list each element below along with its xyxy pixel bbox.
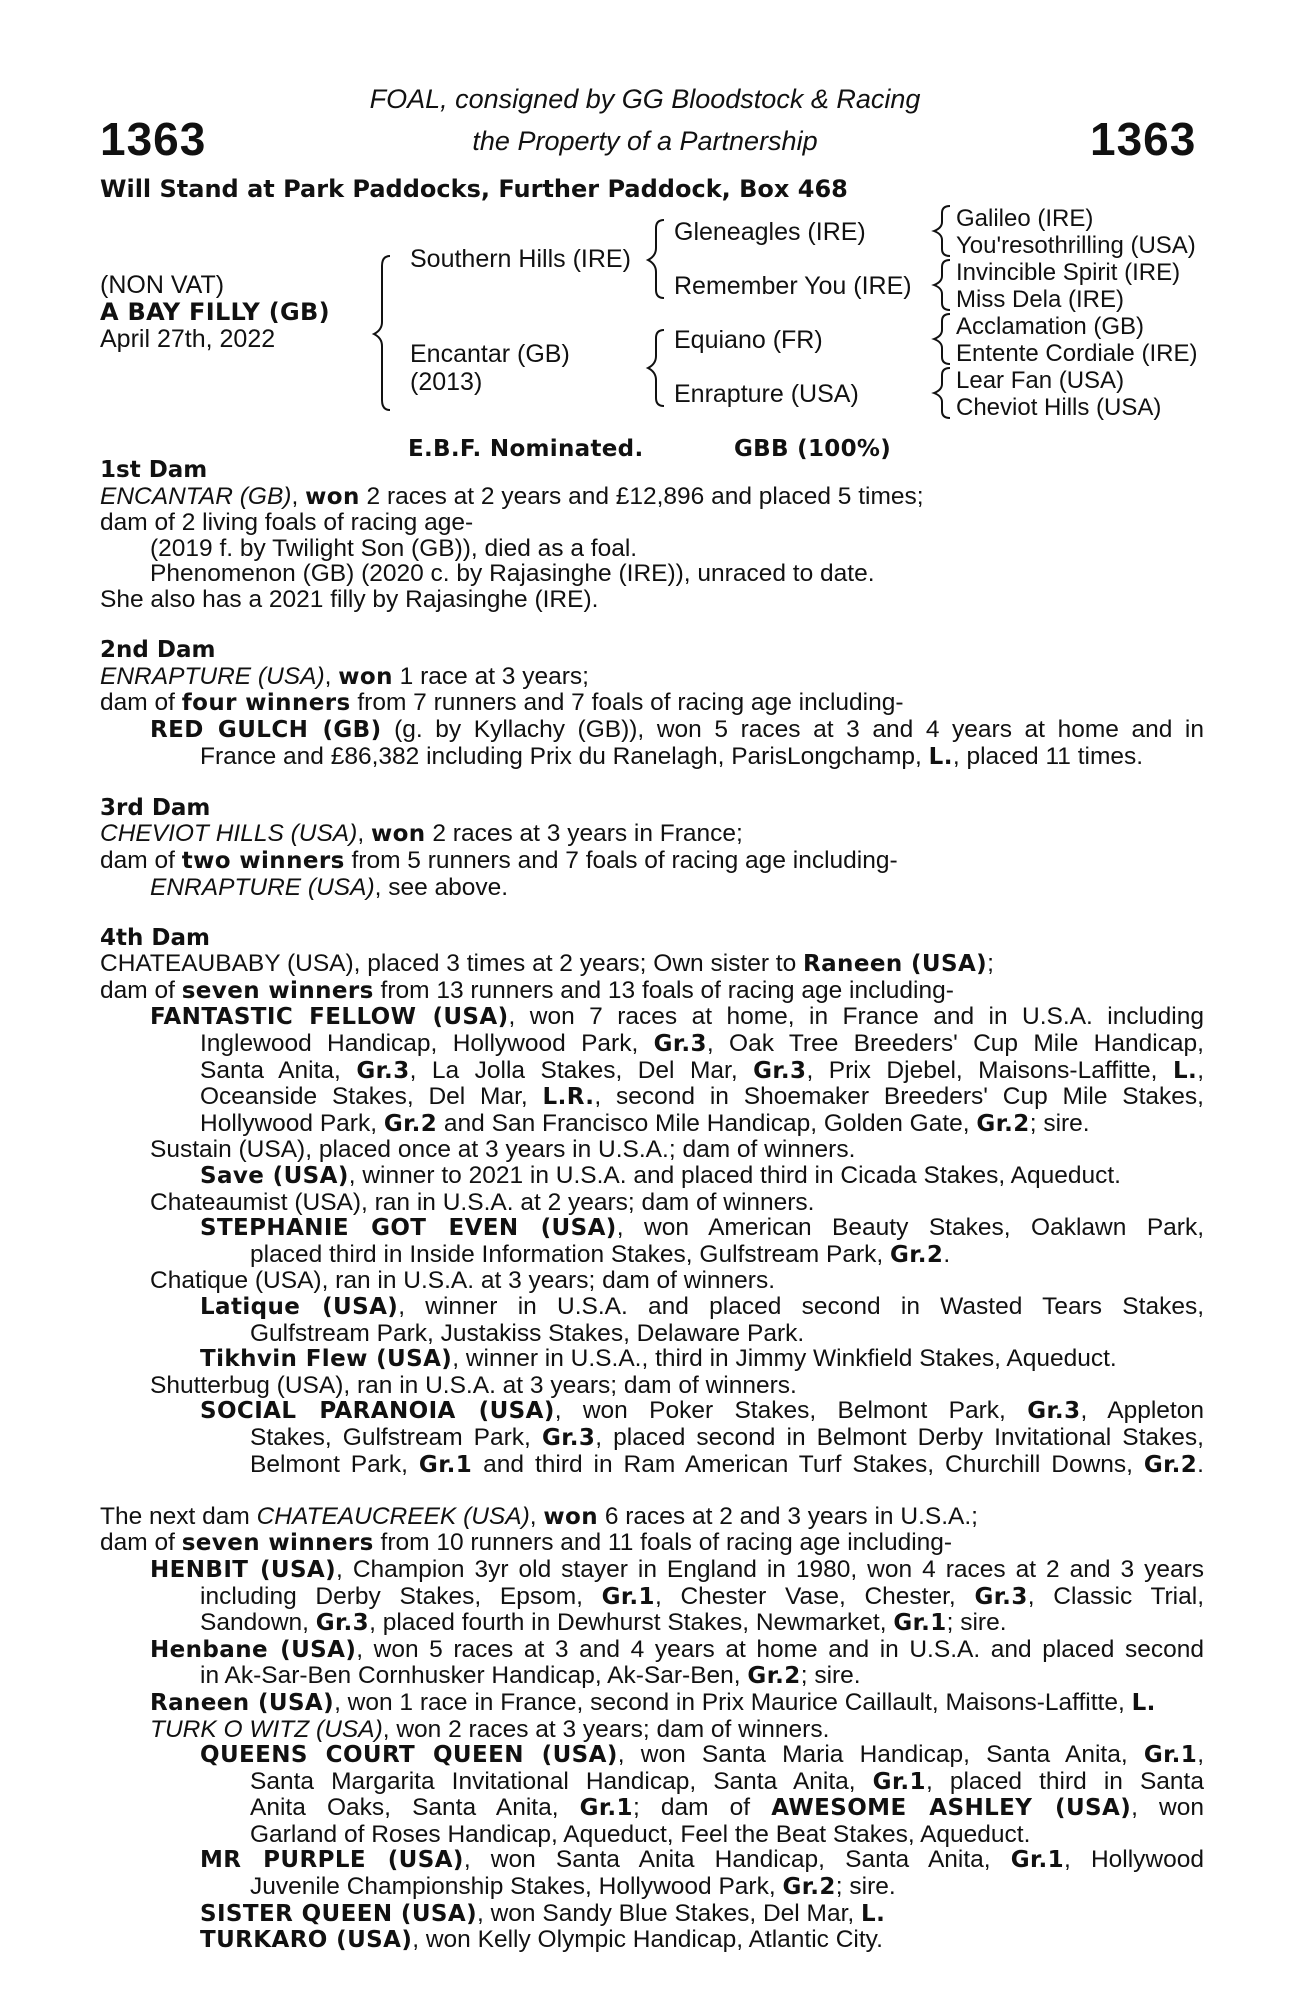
consignor-line-2: the Property of a Partnership <box>472 126 818 156</box>
race-grade: Gr.2 <box>383 1110 438 1137</box>
text-run: , Chester Vase, Chester, <box>654 1583 975 1610</box>
text-run: from 7 runners and 7 foals of racing age including- <box>350 690 904 717</box>
pedigree-dam-year: (2013) <box>410 368 483 396</box>
race-grade: Gr.3 <box>541 1424 596 1451</box>
text-line: Garland of Roses Handicap, Aqueduct, Feel the Beat Stakes, Aqueduct. <box>250 1821 1031 1848</box>
text-run: , Prix Djebel, Maisons-Laffitte, <box>806 1057 1173 1084</box>
text-run: , won <box>1131 1795 1204 1822</box>
next-dam-section <box>100 1504 1204 1954</box>
text-line: Chateaumist (USA), ran in U.S.A. at 2 years; dam of winners. <box>150 1189 815 1216</box>
consignor-line-1: FOAL, consigned by GG Bloodstock & Racing <box>369 84 921 114</box>
bold-text: won <box>370 821 426 848</box>
text-run: , see above. <box>374 874 509 901</box>
text-line: Shutterbug (USA), ran in U.S.A. at 3 years; dam of winners. <box>150 1372 797 1399</box>
text-line <box>100 1530 1204 1557</box>
text-run: in Ak-Sar-Ben Cornhusker Handicap, Ak-Sar-Ben, <box>200 1663 748 1690</box>
first-dam-section <box>100 458 1204 613</box>
text-run: , placed 11 times. <box>952 743 1144 770</box>
pedigree-gen3-7: Lear Fan (USA) <box>956 367 1125 394</box>
text-line <box>100 1927 1204 1954</box>
text-line <box>100 690 1204 717</box>
text-run: Juvenile Championship Stakes, Hollywood Park, <box>250 1874 783 1901</box>
text-line <box>100 1504 1204 1531</box>
text-line <box>100 1084 1204 1111</box>
text-line <box>100 1742 1204 1769</box>
horse-name: Tikhvin Flew (USA) <box>200 1346 453 1373</box>
bold-text: four winners <box>181 690 351 717</box>
race-grade: L. <box>861 1900 886 1927</box>
horse-name: Raneen (USA) <box>150 1689 335 1716</box>
text-line <box>100 1004 1204 1031</box>
text-line <box>100 1163 1204 1190</box>
race-grade: Gr.3 <box>356 1057 410 1084</box>
text-run: , <box>357 821 371 848</box>
text-line <box>100 1663 1204 1690</box>
text-run: , Hollywood <box>1064 1847 1204 1874</box>
horse-name: FANTASTIC FELLOW (USA) <box>150 1004 509 1031</box>
text-run: , <box>529 1503 544 1530</box>
horse-name: SISTER QUEEN (USA) <box>200 1900 477 1927</box>
dam-name: ENRAPTURE (USA) <box>150 874 375 901</box>
text-run: , won Santa Maria Handicap, Santa Anita, <box>617 1742 1144 1769</box>
text-run: , winner to 2021 in U.S.A. and placed third in Cicada Stakes, Aqueduct. <box>348 1163 1121 1190</box>
gbb-status: GBB (100%) <box>734 436 892 462</box>
text-line <box>100 1901 1204 1928</box>
text-run: The next dam <box>100 1503 257 1530</box>
lot-number-left: 1363 <box>100 113 207 165</box>
text-line <box>100 1847 1204 1874</box>
text-run: , <box>1197 1057 1204 1084</box>
race-grade: Gr.2 <box>782 1874 836 1901</box>
vat-status: (NON VAT) <box>100 271 225 299</box>
foal-name: A BAY FILLY (GB) <box>100 298 330 326</box>
race-grade: L. <box>928 743 953 770</box>
text-line <box>100 978 1204 1005</box>
horse-name: Latique (USA) <box>200 1294 399 1320</box>
dam-name: CHEVIOT HILLS (USA) <box>100 821 358 848</box>
text-line <box>100 875 1204 901</box>
text-run: from 5 runners and 7 foals of racing age including- <box>344 847 898 874</box>
race-grade: Gr.1 <box>1143 1742 1198 1769</box>
text-run: , won Sandy Blue Stakes, Del Mar, <box>476 1900 862 1927</box>
race-grade: L. <box>1131 1689 1156 1716</box>
text-run: and San Francisco Mile Handicap, Golden Gate, <box>437 1110 977 1137</box>
text-line <box>100 1452 1204 1479</box>
race-grade: Gr.1 <box>418 1451 473 1478</box>
bold-text: seven winners <box>181 977 374 1004</box>
text-line <box>100 821 1204 848</box>
race-grade: Gr.1 <box>872 1768 926 1795</box>
text-line <box>100 1557 1204 1584</box>
text-run: Stakes, Gulfstream Park, <box>250 1424 542 1451</box>
text-line <box>100 951 1204 978</box>
horse-name: Henbane (USA) <box>150 1636 357 1663</box>
bold-text: seven winners <box>181 1530 374 1557</box>
text-line <box>100 1215 1204 1242</box>
text-line <box>100 1111 1204 1138</box>
text-line <box>100 1058 1204 1085</box>
text-line <box>100 848 1204 875</box>
second-dam-heading: 2nd Dam <box>100 638 216 664</box>
text-run: Santa Anita, <box>200 1057 357 1084</box>
text-run: 1 race at 3 years; <box>392 663 589 690</box>
text-run: from 13 runners and 13 foals of racing age including- <box>373 977 954 1004</box>
text-run: dam of <box>100 1530 182 1557</box>
text-run: , won Kelly Olympic Handicap, Atlantic City. <box>412 1927 883 1954</box>
lot-number-right: 1363 <box>1090 113 1197 165</box>
race-grade: Gr.3 <box>974 1583 1028 1610</box>
race-grade: Gr.1 <box>579 1795 633 1822</box>
bold-text: won <box>305 483 360 510</box>
text-run: ; sire. <box>1029 1110 1090 1137</box>
pedigree-sire: Southern Hills (IRE) <box>410 245 631 273</box>
text-line <box>100 1584 1204 1611</box>
text-line <box>100 1690 1204 1717</box>
horse-name: HENBIT (USA) <box>150 1556 337 1583</box>
horse-name: STEPHANIE GOT EVEN (USA) <box>200 1215 617 1242</box>
horse-name: AWESOME ASHLEY (USA) <box>771 1795 1132 1822</box>
text-line <box>100 1346 1204 1373</box>
bold-text: won <box>338 663 393 690</box>
text-run: , Classic Trial, <box>1027 1583 1204 1610</box>
horse-name: TURKARO (USA) <box>200 1927 413 1954</box>
fourth-dam-section <box>100 926 1204 1478</box>
race-grade: Gr.1 <box>601 1583 655 1610</box>
dam-name: TURK O WITZ (USA) <box>150 1716 383 1743</box>
text-line <box>100 484 1204 511</box>
text-run: Oceanside Stakes, Del Mar, <box>200 1084 543 1111</box>
text-line: dam of 2 living foals of racing age- <box>100 510 474 536</box>
text-line <box>100 1874 1204 1901</box>
text-run: , won 2 races at 3 years; dam of winners. <box>382 1716 830 1743</box>
text-line: Gulfstream Park, Justakiss Stakes, Delaware Park. <box>250 1320 805 1347</box>
text-run: , placed third in Santa <box>925 1768 1204 1795</box>
text-run: , <box>324 663 339 690</box>
text-run: , winner in U.S.A., third in Jimmy Winkfield Stakes, Aqueduct. <box>452 1346 1117 1373</box>
text-run: Belmont Park, <box>250 1451 419 1478</box>
text-run: 6 races at 2 and 3 years in U.S.A.; <box>598 1503 978 1530</box>
text-run: . <box>943 1241 951 1268</box>
text-line <box>100 1242 1204 1269</box>
text-run: Hollywood Park, <box>200 1110 384 1137</box>
race-grade: L. <box>1172 1057 1198 1084</box>
text-run: , won Poker Stakes, Belmont Park, <box>554 1398 1028 1425</box>
text-run: , second in Shoemaker Breeders' Cup Mile Stakes, <box>594 1084 1204 1111</box>
produce-record <box>100 458 1204 1954</box>
pedigree-gen3-5: Acclamation (GB) <box>956 313 1145 340</box>
horse-name: Save (USA) <box>200 1163 349 1190</box>
text-run: ; sire. <box>946 1610 1007 1637</box>
text-run: (g. by Kyllachy (GB)), won 5 races at 3 and 4 years at home and in <box>381 716 1204 743</box>
race-grade: Gr.3 <box>1027 1398 1081 1425</box>
text-line <box>100 717 1204 744</box>
text-line <box>100 1717 1204 1743</box>
pedigree-gen3-2: You'resothrilling (USA) <box>956 232 1196 259</box>
race-grade: Gr.1 <box>893 1610 947 1637</box>
dam-name: ENRAPTURE (USA) <box>100 663 325 690</box>
text-run: CHATEAUBABY (USA), placed 3 times at 2 years; Own sister to <box>100 951 804 978</box>
text-run: ; dam of <box>632 1795 772 1822</box>
pedigree-dam-sire: Equiano (FR) <box>674 326 823 354</box>
text-run: Sandown, <box>200 1610 316 1637</box>
text-run: Inglewood Handicap, Hollywood Park, <box>200 1031 654 1058</box>
text-run: 2 races at 2 years and £12,896 and placed 5 times; <box>359 483 924 510</box>
text-line: (2019 f. by Twilight Son (GB)), died as a foal. <box>150 535 638 562</box>
text-run: , <box>1197 1742 1204 1769</box>
horse-name: SOCIAL PARANOIA (USA) <box>200 1398 555 1425</box>
race-grade: Gr.2 <box>976 1110 1030 1137</box>
text-run: dam of <box>100 977 182 1004</box>
pedigree-gen3-4: Miss Dela (IRE) <box>956 286 1125 313</box>
pedigree-sire-sire: Gleneagles (IRE) <box>674 218 866 246</box>
text-line <box>100 1637 1204 1664</box>
bold-text: won <box>543 1503 599 1530</box>
text-line <box>100 1610 1204 1637</box>
text-run: , Champion 3yr old stayer in England in 1980, won 4 races at 2 and 3 years <box>336 1556 1204 1583</box>
pedigree-dam: Encantar (GB) <box>410 340 570 368</box>
ebf-nominated: E.B.F. Nominated. <box>408 436 644 462</box>
dam-name: ENCANTAR (GB) <box>100 483 292 510</box>
text-run: , won American Beauty Stakes, Oaklawn Park, <box>616 1215 1204 1242</box>
race-grade: Gr.2 <box>1143 1451 1198 1478</box>
race-grade: Gr.3 <box>753 1057 807 1084</box>
dam-name: CHATEAUCREEK (USA) <box>256 1503 530 1530</box>
horse-name: Raneen (USA) <box>803 951 988 978</box>
text-run: Anita Oaks, Santa Anita, <box>250 1795 580 1822</box>
text-run: Santa Margarita Invitational Handicap, Santa Anita, <box>250 1768 873 1795</box>
stand-location: Will Stand at Park Paddocks, Further Paddock, Box 468 <box>100 175 848 203</box>
text-run: France and £86,382 including Prix du Ranelagh, ParisLongchamp, <box>200 743 929 770</box>
text-run: , won 7 races at home, in France and in U.S.A. including <box>508 1004 1204 1031</box>
text-run: , won 1 race in France, second in Prix Maurice Caillault, Maisons-Laffitte, <box>334 1689 1132 1716</box>
text-run: ; <box>987 951 994 978</box>
text-line <box>100 1031 1204 1058</box>
race-grade: Gr.2 <box>747 1663 801 1690</box>
text-line: She also has a 2021 filly by Rajasinghe (IRE). <box>100 586 599 613</box>
text-run: ; sire. <box>835 1874 896 1901</box>
text-run: , La Jolla Stakes, Del Mar, <box>409 1057 754 1084</box>
text-run: 2 races at 3 years in France; <box>425 821 743 848</box>
text-line <box>100 1398 1204 1425</box>
pedigree-gen3-3: Invincible Spirit (IRE) <box>956 259 1181 286</box>
third-dam-heading: 3rd Dam <box>100 795 211 821</box>
race-grade: L.R. <box>542 1084 595 1111</box>
text-run: , Appleton <box>1080 1398 1204 1425</box>
first-dam-heading: 1st Dam <box>100 458 208 483</box>
text-run: , won Santa Anita Handicap, Santa Anita, <box>463 1847 1011 1874</box>
text-line <box>100 1795 1204 1822</box>
text-line <box>100 1769 1204 1796</box>
pedigree-gen3-8: Cheviot Hills (USA) <box>956 394 1162 421</box>
pedigree-gen3-6: Entente Cordiale (IRE) <box>956 340 1198 367</box>
text-run: including Derby Stakes, Epsom, <box>200 1583 602 1610</box>
text-run: . <box>1197 1451 1204 1478</box>
text-run: , won 5 races at 3 and 4 years at home and in U.S.A. and placed second <box>356 1636 1204 1663</box>
text-line <box>100 1294 1204 1321</box>
text-run: , placed fourth in Dewhurst Stakes, Newmarket, <box>369 1610 894 1637</box>
text-line: Phenomenon (GB) (2020 c. by Rajasinghe (IRE)), unraced to date. <box>150 561 875 587</box>
text-run: from 10 runners and 11 foals of racing age including- <box>373 1530 953 1557</box>
race-grade: Gr.2 <box>890 1241 944 1268</box>
pedigree-dam-dam: Enrapture (USA) <box>674 380 859 408</box>
text-run: , <box>291 483 306 510</box>
text-line <box>100 1425 1204 1452</box>
race-grade: Gr.3 <box>653 1031 707 1058</box>
text-line <box>100 664 1204 691</box>
third-dam-section <box>100 796 1204 900</box>
text-line: Chatique (USA), ran in U.S.A. at 3 years; dam of winners. <box>150 1268 776 1294</box>
text-run: , winner in U.S.A. and placed second in Wasted Tears Stakes, <box>398 1294 1204 1320</box>
foal-dob: April 27th, 2022 <box>100 325 276 353</box>
race-grade: Gr.3 <box>315 1610 370 1637</box>
race-grade: Gr.1 <box>1010 1847 1065 1874</box>
second-dam-section <box>100 638 1204 770</box>
horse-name: RED GULCH (GB) <box>150 716 382 743</box>
bold-text: two winners <box>181 847 345 874</box>
text-line: Sustain (USA), placed once at 3 years in U.S.A.; dam of winners. <box>150 1137 856 1164</box>
text-run: , placed second in Belmont Derby Invitational Stakes, <box>595 1424 1204 1451</box>
text-run: ; sire. <box>800 1663 861 1690</box>
text-run: dam of <box>100 690 182 717</box>
text-run: dam of <box>100 847 182 874</box>
horse-name: MR PURPLE (USA) <box>200 1847 464 1874</box>
text-run: and third in Ram American Turf Stakes, Churchill Downs, <box>472 1451 1144 1478</box>
fourth-dam-heading: 4th Dam <box>100 925 210 951</box>
horse-name: QUEENS COURT QUEEN (USA) <box>200 1742 618 1769</box>
text-line <box>100 744 1204 771</box>
text-run: placed third in Inside Information Stakes, Gulfstream Park, <box>250 1241 891 1268</box>
pedigree-gen3-1: Galileo (IRE) <box>956 205 1094 232</box>
pedigree-sire-dam: Remember You (IRE) <box>674 272 912 300</box>
text-run: , Oak Tree Breeders' Cup Mile Handicap, <box>706 1031 1204 1058</box>
